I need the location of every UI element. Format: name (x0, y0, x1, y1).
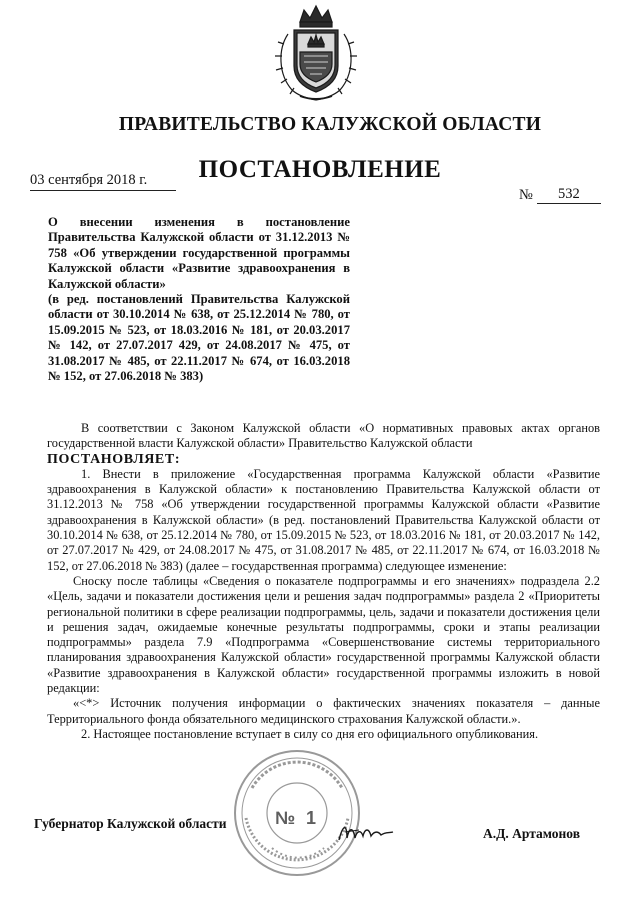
resolves-heading: ПОСТАНОВЛЯЕТ: (47, 451, 181, 467)
document-date: 03 сентября 2018 г. (30, 172, 176, 191)
signature-block (34, 814, 600, 854)
title-amendments: (в ред. постановлений Правительства Калужской области от 30.10.2014 № 638, от 25.12.2014 № 780, от 15.09.2015 № 523, от 18.03.2016 № 181, от 20.03.2017 № 142, от 27.07.2017 429, от 24.08.2017 № 475, от 31.08.2017 № 485, от 22.11.2017 № 674, от 16.03.2018 № 152, от 27.06.2018 № 383) (48, 292, 350, 384)
coat-of-arms-emblem (270, 4, 362, 102)
paragraph-2: 2. Настоящее постановление вступает в силу со дня его официального опубликования. (81, 726, 539, 741)
paragraph-1: 1. Внести в приложение «Государственная программа Калужской области «Развитие здравоохранения в Калужской области» к постановлению Правительства Калужской области от 31.12.2013 № 758 «Об утверждении государственной программы Калужской области «Развитие здравоохранения в Калужской области» (в ред. постановлений Правительства Калужской области от 30.10.2014 № 638, от 25.12.2014 № 780, от 15.09.2015 № 523, от 18.03.2016 № 181, от 20.03.2017 № 142, от 27.07.2017 № 429, от 24.08.2017 № 475, от 31.08.2017 № 485, от 22.11.2017 № 674, от 16.03.2018 № 152, от 27.06.2018 № 383) (далее – государственная программа) следующее изменение: (47, 466, 600, 573)
paragraph-footnote-change: Сноску после таблицы «Сведения о показателе подпрограммы и его значениях» подраздела 2.2 «Цель, задачи и показатели достижения цели и решения задач подпрограммы» раздела 2 «Приоритеты региональной политики в сфере реализации подпрограммы, цель, задачи и показатели достижения цели и решения задач, ожидаемые конечные результаты подпрограммы, сроки и этапы реализации подпрограммы» раздела 7.9 «Подпрограмма «Совершенствование системы территориального планирования здравоохранения Калужской области» государственной программы Калужской области «Развитие здравоохранения в Калужской области» государственной программы изложить в новой редакции: (47, 573, 600, 696)
stamp-number: № 1 (274, 808, 320, 828)
paragraph-new-footnote: «<*> Источник получения информации о фактических значениях показателя – данные Территориального фонда обязательного медицинского страхования Калужской области.». (47, 696, 600, 726)
handwritten-signature (335, 820, 397, 846)
government-heading: ПРАВИТЕЛЬСТВО КАЛУЖСКОЙ ОБЛАСТИ (118, 114, 542, 135)
document-number: 532 (537, 186, 601, 204)
document-number-block (519, 186, 601, 204)
document-body (47, 421, 600, 742)
document-type-heading: ПОСТАНОВЛЕНИЕ (198, 156, 442, 183)
title-main: О внесении изменения в постановление Правительства Калужской области от 31.12.2013 № 758 «Об утверждении государственной программы Калужской области «Развитие здравоохранения в Калужской области» (48, 215, 350, 291)
number-label: № (519, 187, 533, 203)
signatory-name: А.Д. Артамонов (482, 826, 580, 841)
document-title (48, 215, 350, 384)
signatory-role: Губернатор Калужской области (34, 816, 227, 831)
preamble-paragraph: В соответствии с Законом Калужской области «О нормативных правовых актах органов государственной власти Калужской области» Правительство Калужской области (47, 421, 600, 451)
